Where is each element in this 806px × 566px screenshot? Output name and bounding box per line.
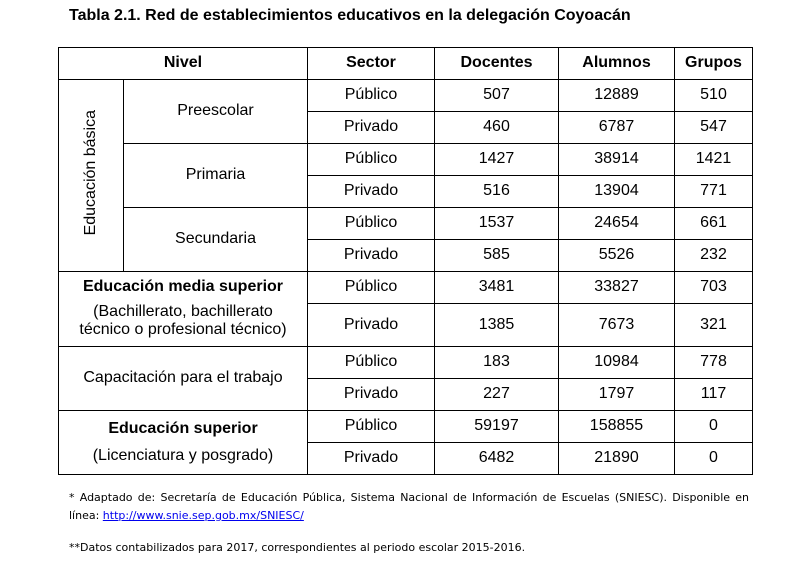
cell-grupos: 703 <box>675 272 753 304</box>
header-grupos: Grupos <box>675 48 753 80</box>
header-row <box>59 48 753 80</box>
table-row <box>59 411 753 443</box>
source-note-text: * Adaptado de: Secretaría de Educación Pública, Sistema Nacional de Información de Escuelas (SNIESC). Disponible en línea: <box>69 491 749 522</box>
cell-alumnos: 1797 <box>559 379 675 411</box>
table-row <box>59 347 753 379</box>
cell-sector: Privado <box>308 240 435 272</box>
data-table <box>58 47 753 475</box>
cell-sector: Público <box>308 208 435 240</box>
cell-grupos: 321 <box>675 304 753 347</box>
cell-alumnos: 5526 <box>559 240 675 272</box>
cell-docentes: 585 <box>435 240 559 272</box>
data-note: **Datos contabilizados para 2017, correspondientes al periodo escolar 2015-2016. <box>69 541 526 554</box>
cell-grupos: 510 <box>675 80 753 112</box>
cell-sector: Privado <box>308 176 435 208</box>
group-label-media-superior <box>59 272 308 347</box>
cell-alumnos: 7673 <box>559 304 675 347</box>
cell-alumnos: 158855 <box>559 411 675 443</box>
cell-grupos: 1421 <box>675 144 753 176</box>
table-row <box>59 272 753 304</box>
cell-sector: Público <box>308 411 435 443</box>
source-note <box>69 489 749 525</box>
cell-sector: Público <box>308 347 435 379</box>
cell-grupos: 0 <box>675 443 753 475</box>
group-label-primaria: Primaria <box>124 144 308 208</box>
cell-sector: Privado <box>308 112 435 144</box>
header-sector: Sector <box>308 48 435 80</box>
cell-sector: Privado <box>308 379 435 411</box>
cell-docentes: 516 <box>435 176 559 208</box>
cell-sector: Privado <box>308 304 435 347</box>
cell-docentes: 6482 <box>435 443 559 475</box>
cell-docentes: 227 <box>435 379 559 411</box>
cell-alumnos: 6787 <box>559 112 675 144</box>
group-title: Educación media superior <box>82 278 284 296</box>
cell-grupos: 547 <box>675 112 753 144</box>
cell-docentes: 460 <box>435 112 559 144</box>
cell-docentes: 59197 <box>435 411 559 443</box>
cell-sector: Público <box>308 272 435 304</box>
cell-docentes: 183 <box>435 347 559 379</box>
cell-grupos: 0 <box>675 411 753 443</box>
header-alumnos: Alumnos <box>559 48 675 80</box>
cell-alumnos: 21890 <box>559 443 675 475</box>
cell-grupos: 661 <box>675 208 753 240</box>
cell-grupos: 232 <box>675 240 753 272</box>
cell-docentes: 1427 <box>435 144 559 176</box>
basic-education-label: Educación básica <box>81 110 99 236</box>
cell-sector: Público <box>308 144 435 176</box>
cell-alumnos: 13904 <box>559 176 675 208</box>
cell-sector: Público <box>308 80 435 112</box>
table-row <box>59 80 753 112</box>
group-label-superior <box>59 411 308 475</box>
source-link[interactable]: http://www.snie.sep.gob.mx/SNIESC/ <box>102 509 304 522</box>
cell-sector: Privado <box>308 443 435 475</box>
group-title: Educación superior <box>108 420 258 438</box>
group-subtitle: (Licenciatura y posgrado) <box>92 446 274 464</box>
cell-alumnos: 24654 <box>559 208 675 240</box>
group-label-capacitacion: Capacitación para el trabajo <box>59 347 308 411</box>
basic-education-cell <box>59 80 124 272</box>
table-row <box>59 208 753 240</box>
cell-alumnos: 33827 <box>559 272 675 304</box>
table-row <box>59 144 753 176</box>
cell-docentes: 1537 <box>435 208 559 240</box>
cell-grupos: 117 <box>675 379 753 411</box>
header-nivel: Nivel <box>59 48 308 80</box>
group-label-secundaria: Secundaria <box>124 208 308 272</box>
cell-docentes: 507 <box>435 80 559 112</box>
group-subtitle: (Bachillerato, bachillerato técnico o profesional técnico) <box>79 302 287 339</box>
cell-docentes: 1385 <box>435 304 559 347</box>
cell-alumnos: 10984 <box>559 347 675 379</box>
group-label-preescolar: Preescolar <box>124 80 308 144</box>
header-docentes: Docentes <box>435 48 559 80</box>
table-title: Tabla 2.1. Red de establecimientos educativos en la delegación Coyoacán <box>69 7 631 24</box>
cell-alumnos: 12889 <box>559 80 675 112</box>
cell-grupos: 778 <box>675 347 753 379</box>
cell-alumnos: 38914 <box>559 144 675 176</box>
cell-docentes: 3481 <box>435 272 559 304</box>
cell-grupos: 771 <box>675 176 753 208</box>
